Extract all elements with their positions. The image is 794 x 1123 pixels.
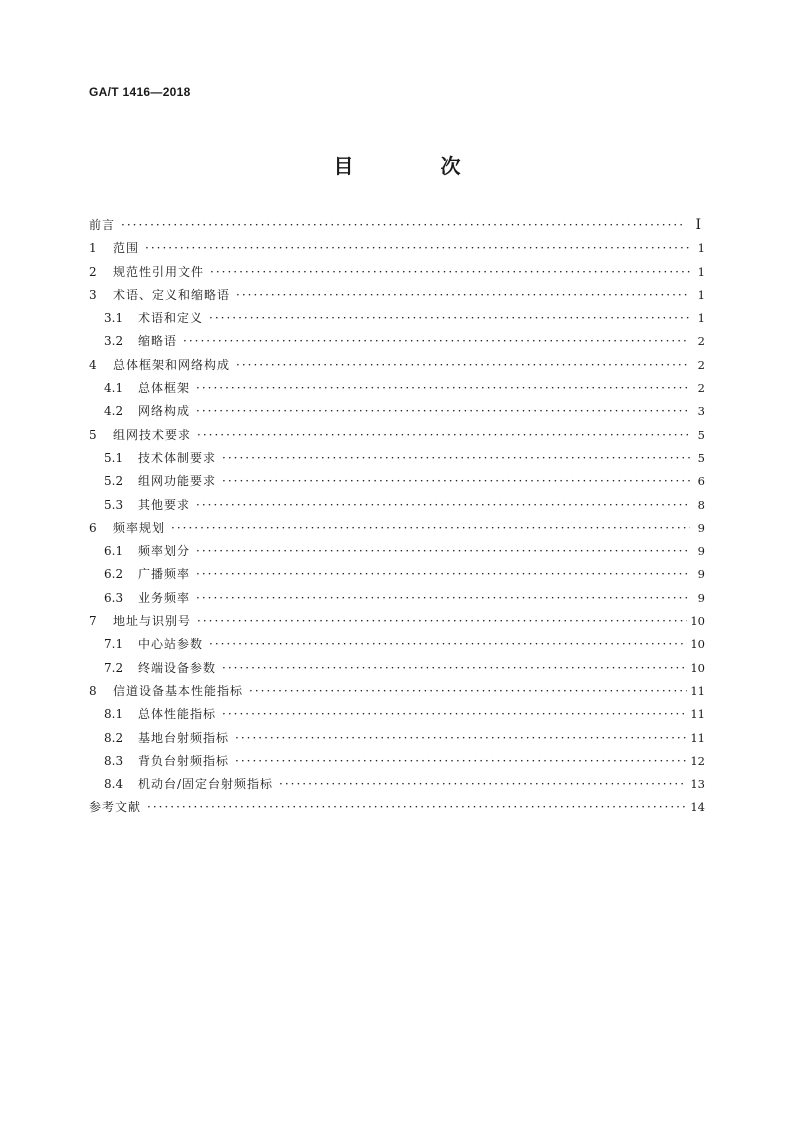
toc-entry-title: 频率规划 [113,520,166,535]
toc-entry-number: 5.3 [104,497,124,512]
toc-dot-leader [196,540,690,563]
toc-entry[interactable] [89,237,705,260]
toc-entry-page: 5 [697,427,705,442]
toc-entry-page: I [695,217,701,233]
toc-entry-title: 背负台射频指标 [138,753,230,768]
toc-entry-page: 8 [697,497,705,512]
toc-dot-leader [196,587,690,610]
toc-entry-number: 6.3 [104,590,124,605]
toc-entry-number: 8.4 [104,777,124,792]
toc-entry-number: 6.2 [104,567,124,582]
toc-entry-page: 11 [690,683,705,698]
toc-entry[interactable] [89,261,705,284]
toc-entry-title: 范围 [113,241,140,256]
toc-entry-title: 总体框架和网络构成 [113,357,231,372]
toc-dot-leader [235,727,687,750]
toc-entry-number: 5.1 [104,450,124,465]
toc-entry-title: 终端设备参数 [138,660,217,675]
toc-entry[interactable] [89,563,705,586]
toc-entry-page: 13 [690,777,705,792]
toc-entry-page: 10 [690,614,705,629]
toc-dot-leader [197,424,690,447]
toc-entry[interactable] [89,796,705,819]
toc-dot-leader [209,633,687,656]
toc-entry-number: 4.2 [104,404,124,419]
toc-entry-page: 9 [697,590,705,605]
toc-entry[interactable] [89,494,705,517]
table-of-contents [89,214,705,820]
toc-entry-title: 机动台/固定台射频指标 [138,777,274,792]
toc-dot-leader [279,773,687,796]
toc-entry-page: 10 [690,637,705,652]
toc-dot-leader [222,657,687,680]
toc-entry[interactable] [89,633,705,656]
toc-entry-number: 2 [89,264,97,279]
toc-entry-number: 7.1 [104,637,124,652]
toc-entry[interactable] [89,307,705,330]
toc-entry[interactable] [89,657,705,680]
toc-entry[interactable] [89,540,705,563]
page-title: 目 次 [333,154,501,178]
toc-entry-page: 1 [697,287,705,302]
toc-entry-title: 信道设备基本性能指标 [113,683,244,698]
toc-entry-title: 技术体制要求 [138,450,217,465]
toc-entry-title: 术语、定义和缩略语 [113,287,231,302]
toc-entry-number: 5.2 [104,474,124,489]
toc-dot-leader [222,703,687,726]
toc-dot-leader [236,354,690,377]
toc-entry[interactable] [89,587,705,610]
toc-entry-page: 1 [697,264,705,279]
toc-entry-page: 3 [697,404,705,419]
toc-entry-page: 2 [697,334,705,349]
toc-entry-number: 1 [89,241,97,256]
toc-dot-leader [147,796,687,819]
toc-entry[interactable] [89,773,705,796]
toc-dot-leader [196,377,690,400]
toc-entry-title: 组网技术要求 [113,427,192,442]
toc-entry-title: 网络构成 [138,404,191,419]
toc-entry-number: 5 [89,427,97,442]
toc-entry-page: 2 [697,381,705,396]
toc-dot-leader [210,261,690,284]
toc-entry-page: 9 [697,567,705,582]
toc-entry-page: 1 [697,241,705,256]
toc-entry-title: 基地台射频指标 [138,730,230,745]
toc-entry-title: 其他要求 [138,497,191,512]
toc-entry-title: 频率划分 [138,544,191,559]
toc-entry-title: 术语和定义 [138,311,204,326]
toc-entry-title: 参考文献 [89,800,142,815]
toc-dot-leader [249,680,687,703]
toc-dot-leader [222,470,690,493]
toc-dot-leader [196,494,690,517]
toc-entry-number: 7 [89,614,97,629]
document-code: GA/T 1416—2018 [89,85,191,99]
toc-entry-page: 5 [697,450,705,465]
toc-dot-leader [236,284,690,307]
toc-entry-title: 广播频率 [138,567,191,582]
toc-entry[interactable] [89,424,705,447]
toc-entry[interactable] [89,610,705,633]
toc-entry-number: 4 [89,357,97,372]
toc-entry[interactable] [89,330,705,353]
toc-entry-title: 业务频率 [138,590,191,605]
toc-entry-number: 8.2 [104,730,124,745]
toc-entry-page: 11 [690,707,705,722]
toc-entry-page: 1 [697,311,705,326]
toc-entry-page: 2 [697,357,705,372]
toc-entry-page: 10 [690,660,705,675]
toc-entry-number: 6 [89,520,97,535]
toc-dot-leader [196,400,690,423]
toc-entry-page: 11 [690,730,705,745]
toc-entry[interactable] [89,377,705,400]
toc-entry-page: 9 [697,520,705,535]
toc-entry-number: 7.2 [104,660,124,675]
toc-entry-page: 14 [690,800,705,815]
toc-entry[interactable] [89,727,705,750]
toc-dot-leader [183,330,690,353]
toc-dot-leader [145,237,690,260]
toc-entry-title: 总体框架 [138,381,191,396]
toc-entry-page: 6 [697,474,705,489]
toc-entry[interactable] [89,750,705,773]
toc-entry-title: 规范性引用文件 [113,264,205,279]
toc-entry[interactable] [89,284,705,307]
toc-entry-number: 3.1 [104,311,124,326]
toc-entry[interactable] [89,470,705,493]
toc-entry-number: 8 [89,683,97,698]
toc-entry-title: 中心站参数 [138,637,204,652]
toc-entry-title: 前言 [89,218,116,232]
toc-entry-title: 总体性能指标 [138,707,217,722]
toc-entry[interactable] [89,214,705,237]
toc-entry-number: 3.2 [104,334,124,349]
toc-dot-leader [197,610,687,633]
toc-entry-page: 9 [697,544,705,559]
toc-entry-number: 4.1 [104,381,124,396]
toc-entry[interactable] [89,703,705,726]
toc-entry-title: 地址与识别号 [113,614,192,629]
toc-entry-title: 缩略语 [138,334,178,349]
toc-entry[interactable] [89,354,705,377]
toc-dot-leader [209,307,690,330]
toc-entry-number: 6.1 [104,544,124,559]
toc-entry-number: 8.3 [104,753,124,768]
toc-entry[interactable] [89,517,705,540]
toc-entry-title: 组网功能要求 [138,474,217,489]
toc-dot-leader [121,214,686,237]
toc-entry[interactable] [89,447,705,470]
toc-entry-page: 12 [690,753,705,768]
toc-dot-leader [235,750,687,773]
toc-entry-number: 3 [89,287,97,302]
toc-entry-number: 8.1 [104,707,124,722]
toc-entry[interactable] [89,680,705,703]
toc-entry[interactable] [89,400,705,423]
toc-dot-leader [222,447,690,470]
toc-dot-leader [171,517,690,540]
toc-dot-leader [196,563,690,586]
